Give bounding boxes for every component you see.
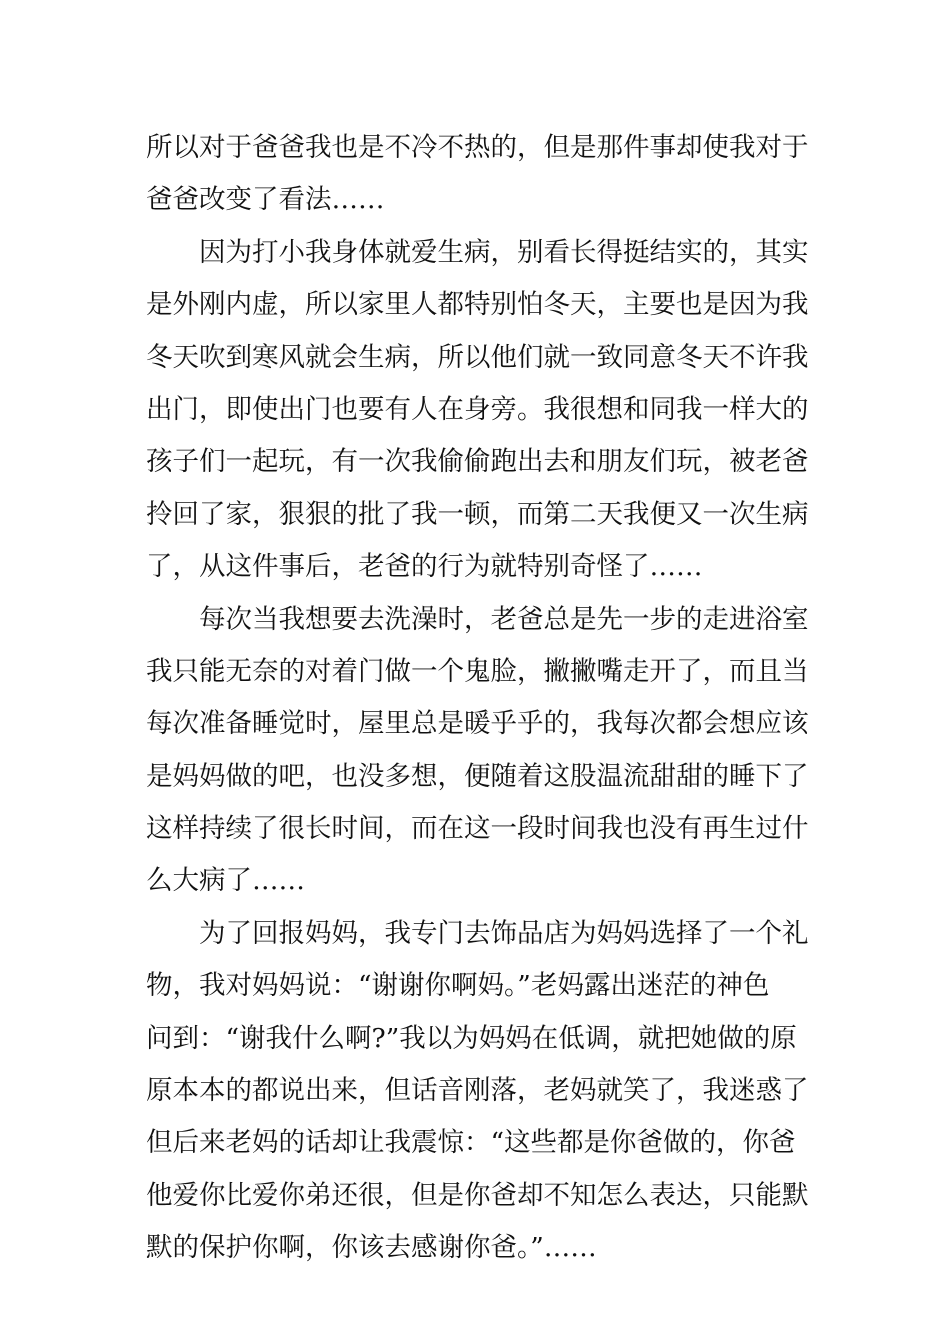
text-line: 么大病了…… [146, 865, 305, 897]
text-line: 我只能无奈的对着门做一个鬼脸，撇撇嘴走开了，而且当 [146, 655, 809, 687]
text-line: 但后来老妈的话却让我震惊：“这些都是你爸做的，你爸 [146, 1127, 796, 1159]
text-line: 物，我对妈妈说：“谢谢你啊妈。”老妈露出迷茫的神色 [146, 970, 770, 1002]
text-line: 原本本的都说出来，但话音刚落，老妈就笑了，我迷惑了 [146, 1075, 809, 1107]
body-text [146, 122, 816, 1275]
text-line: 了，从这件事后，老爸的行为就特别奇怪了…… [146, 551, 703, 583]
text-line: 出门，即使出门也要有人在身旁。我很想和同我一样大的 [146, 393, 809, 425]
text-line: 他爱你比爱你弟还很，但是你爸却不知怎么表达，只能默 [146, 1179, 809, 1211]
paragraph-first-line: 因为打小我身体就爱生病，别看长得挺结实的，其实 [199, 236, 809, 268]
text-line: 这样持续了很长时间，而在这一段时间我也没有再生过什 [146, 813, 809, 845]
text-line: 冬天吹到寒风就会生病，所以他们就一致同意冬天不许我 [146, 341, 809, 373]
text-line: 孩子们一起玩，有一次我偷偷跑出去和朋友们玩，被老爸 [146, 446, 809, 478]
text-line: 所以对于爸爸我也是不冷不热的，但是那件事却使我对于 [146, 132, 809, 163]
text-line: 问到：“谢我什么啊?”我以为妈妈在低调，就把她做的原 [146, 1022, 797, 1054]
text-line: 是妈妈做的吧，也没多想，便随着这股温流甜甜的睡下了 [146, 760, 809, 792]
text-line: 默的保护你啊，你该去感谢你爸。”…… [146, 1232, 597, 1264]
text-line: 每次准备睡觉时，屋里总是暖乎乎的，我每次都会想应该 [146, 708, 809, 740]
text-line: 拎回了家，狠狠的批了我一顿，而第二天我便又一次生病 [146, 498, 809, 530]
paragraph-first-line: 为了回报妈妈，我专门去饰品店为妈妈选择了一个礼 [199, 917, 809, 949]
text-line: 爸爸改变了看法…… [146, 184, 385, 216]
text-line: 是外刚内虚，所以家里人都特别怕冬天，主要也是因为我 [146, 289, 809, 321]
paragraph-first-line: 每次当我想要去洗澡时，老爸总是先一步的走进浴室 [199, 603, 809, 635]
